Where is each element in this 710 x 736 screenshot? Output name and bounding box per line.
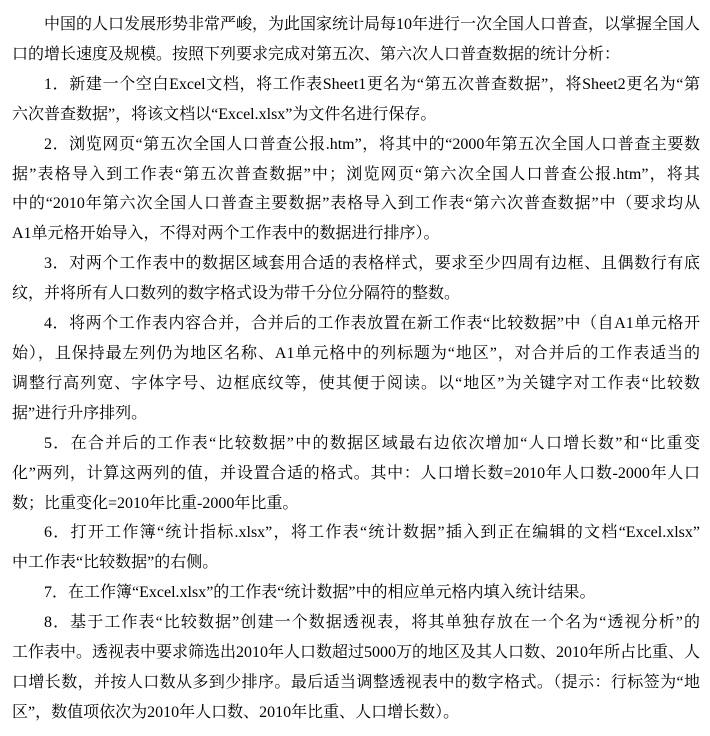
text-line: 4．将两个工作表内容合并，合并后的工作表放置在新工作表“比较数据”中（自A1单元格开 [44, 315, 700, 333]
text-line: A1单元格开始导入，不得对两个工作表中的数据进行排序）。 [12, 225, 440, 243]
task-paragraph-5 [12, 429, 700, 519]
text-line: 调整行高列宽、字体字号、边框底纹等，使其便于阅读。以“地区”为关键字对工作表“比较数 [12, 374, 700, 392]
task-paragraph-4 [12, 309, 700, 429]
text-line: 中工作表“比较数据”的右侧。 [12, 554, 219, 572]
text-line: 六次普查数据”，将该文档以“Excel.xlsx”为文件名进行保存。 [12, 105, 437, 123]
text-line: 6．打开工作簿“统计指标.xlsx”，将工作表“统计数据”插入到正在编辑的文档“Excel.xlsx” [44, 524, 700, 542]
text-line: 8．基于工作表“比较数据”创建一个数据透视表，将其单独存放在一个名为“透视分析”的 [44, 614, 700, 632]
text-line: 口的增长速度及规模。按照下列要求完成对第五次、第六次人口普查数据的统计分析： [12, 45, 621, 63]
task-paragraph-7 [12, 578, 700, 608]
task-paragraph-8 [12, 608, 700, 728]
text-line: 中国的人口发展形势非常严峻，为此国家统计局每10年进行一次全国人口普查，以掌握全国人 [44, 16, 701, 33]
text-line: 据”进行升序排列。 [12, 404, 148, 422]
text-line: 5．在合并后的工作表“比较数据”中的数据区域最右边依次增加“人口增长数”和“比重变 [44, 434, 700, 452]
text-line: 区”，数值项依次为2010年人口数、2010年比重、人口增长数）。 [12, 703, 460, 721]
text-line: 1．新建一个空白Excel文档，将工作表Sheet1更名为“第五次普查数据”，将Sheet2更名为“第 [44, 75, 700, 93]
text-line: 纹，并将所有人口数列的数字格式设为带千分位分隔符的整数。 [12, 285, 461, 303]
intro-paragraph [12, 10, 700, 70]
text-line: 工作表中。透视表中要求筛选出2010年人口数超过5000万的地区及其人口数、2010年所占比重、人 [12, 644, 701, 662]
task-paragraph-1 [12, 70, 700, 130]
text-line: 口增长数，并按人口数从多到少排序。最后适当调整透视表中的数字格式。（提示：行标签为“地 [12, 673, 700, 691]
text-line: 数；比重变化=2010年比重-2000年比重。 [12, 494, 299, 512]
text-line: 据”表格导入到工作表“第五次普查数据”中；浏览网页“第六次全国人口普查公报.htm”，将其 [12, 165, 700, 183]
text-line: 中的“2010年第六次全国人口普查主要数据”表格导入到工作表“第六次普查数据”中（要求均从 [12, 195, 700, 213]
task-paragraph-6 [12, 518, 700, 578]
text-line: 2．浏览网页“第五次全国人口普查公报.htm”，将其中的“2000年第五次全国人口普查主要数 [44, 135, 700, 153]
task-paragraph-2 [12, 130, 700, 250]
text-line: 7．在工作簿“Excel.xlsx”的工作表“统计数据”中的相应单元格内填入统计结果。 [44, 584, 596, 602]
task-paragraph-3 [12, 249, 700, 309]
text-line: 化”两列，计算这两列的值，并设置合适的格式。其中：人口增长数=2010年人口数-2000年人口 [12, 464, 700, 482]
text-line: 始），且保持最左列仍为地区名称、A1单元格中的列标题为“地区”，对合并后的工作表适当的 [12, 344, 700, 362]
text-line: 3．对两个工作表中的数据区域套用合适的表格样式，要求至少四周有边框、且偶数行有底 [44, 255, 700, 273]
